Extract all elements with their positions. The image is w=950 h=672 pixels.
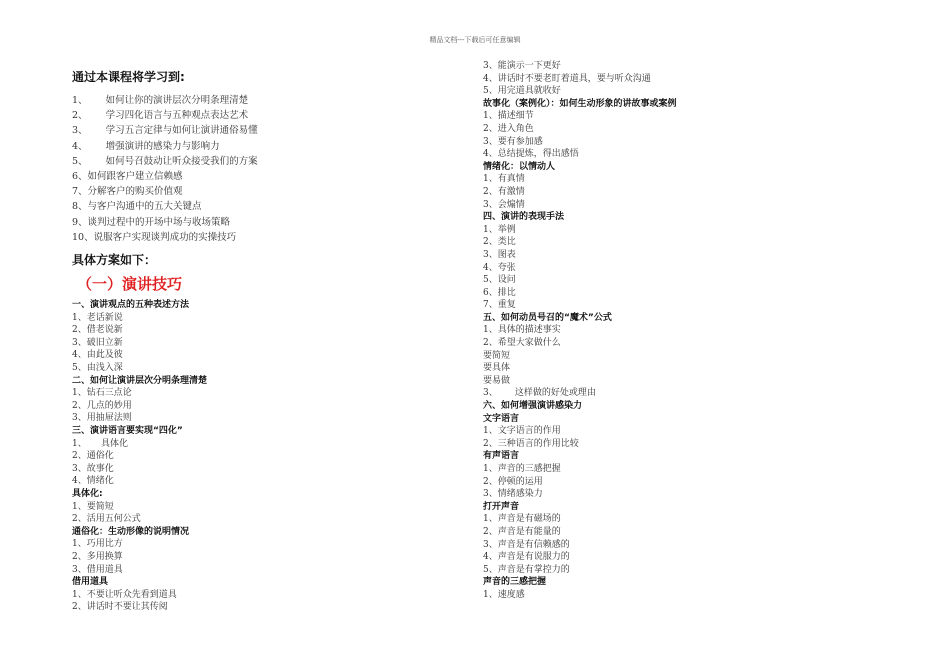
list-item: 2、声音是有能量的	[483, 526, 561, 537]
section-heading: 借用道具	[72, 577, 109, 588]
section-heading: 六、如何增强演讲感染力	[483, 401, 583, 412]
list-item: 2、讲话时不要让其传阅	[72, 602, 168, 613]
list-item: 3、破旧立新	[72, 337, 123, 348]
list-item: 5、由浅入深	[72, 363, 123, 373]
section-heading: 三、演讲语言要实现“四化”	[72, 425, 183, 436]
list-item: 3、借用道具	[72, 564, 123, 575]
list-item: 4、由此及彼	[72, 350, 123, 361]
plan-title: 具体方案如下：	[72, 253, 157, 268]
goal-item: 7、分解客户的购买价值观	[72, 186, 183, 198]
section-heading: 故事化（案例化）：如何生动形象的讲故事或案例	[483, 98, 677, 109]
list-item: 2、多用换算	[72, 551, 123, 562]
list-item: 1、钻石三点论	[72, 388, 132, 399]
list-item: 5、用完道具就收好	[483, 86, 561, 97]
list-item: 1、文字语言的作用	[483, 426, 561, 437]
section-heading: 五、如何动员号召的“魔术”公式	[483, 312, 612, 323]
list-item: 7、重复	[483, 300, 516, 311]
section-heading: 声音的三感把握	[483, 577, 547, 588]
list-item: 2、几点的妙用	[72, 400, 132, 411]
list-item: 1、要简短	[72, 501, 114, 512]
goal-item: 6、如何跟客户建立信赖感	[72, 171, 183, 183]
list-item: 1、 具体化	[72, 438, 129, 449]
section-heading: 打开声音	[483, 501, 520, 512]
list-item: 2、停顿的运用	[483, 476, 543, 487]
goal-item: 10、说服客户实现谈判成功的实操技巧	[72, 231, 237, 243]
list-item: 2、通俗化	[72, 451, 114, 462]
list-item: 1、描述细节	[483, 111, 534, 122]
list-item: 要简短	[483, 350, 511, 361]
list-item: 1、具体的描述事实	[483, 325, 561, 336]
section-heading: 文字语言	[483, 413, 520, 424]
list-item: 3、声音是有信赖感的	[483, 539, 570, 550]
list-item: 4、情绪化	[72, 476, 114, 487]
list-item: 3、 这样做的好处或理由	[483, 388, 596, 399]
list-item: 2、类比	[483, 237, 516, 248]
list-item: 3、用抽屉法则	[72, 413, 132, 424]
list-item: 1、速度感	[483, 589, 525, 600]
page-header: 精品文档---下载后可任意编辑	[429, 36, 521, 44]
list-item: 3、会煽情	[483, 199, 525, 210]
list-item: 1、巧用比方	[72, 539, 123, 550]
list-item: 1、老话新说	[72, 312, 123, 323]
list-item: 2、活用五何公式	[72, 514, 141, 525]
right-content	[483, 60, 883, 602]
list-item: 2、希望大家做什么	[483, 338, 561, 349]
left-content	[72, 299, 452, 614]
goal-item: 5、 如何号召鼓动让听众接受我们的方案	[72, 155, 258, 167]
list-item: 6、排比	[483, 287, 516, 298]
goal-item: 8、与客户沟通中的五大关键点	[72, 201, 202, 213]
right-column	[483, 60, 883, 602]
goal-item: 9、谈判过程中的开场中场与收场策略	[72, 216, 231, 228]
list-item: 2、有激情	[483, 186, 525, 197]
list-item: 3、情绪感染力	[483, 489, 543, 500]
goals-list	[72, 93, 452, 245]
list-item: 4、夸张	[483, 262, 516, 273]
list-item: 1、举例	[483, 224, 516, 235]
list-item: 4、声音是有说服力的	[483, 552, 570, 563]
list-item: 4、总结提炼，得出感悟	[483, 149, 579, 160]
list-item: 2、借老说新	[72, 325, 123, 336]
list-item: 3、图表	[483, 249, 516, 260]
section-heading: 有声语言	[483, 451, 520, 462]
section-heading: 一、演讲观点的五种表述方法	[72, 300, 190, 311]
section-heading: 四、演讲的表现手法	[483, 212, 565, 223]
section-title: （一）演讲技巧	[77, 275, 183, 294]
intro-title: 通过本课程将学习到:	[72, 70, 185, 84]
list-item: 2、三种语言的作用比较	[483, 438, 579, 449]
section-heading: 情绪化：以情动人	[483, 161, 556, 172]
left-column	[72, 68, 452, 614]
list-item: 5、设问	[483, 275, 516, 286]
list-item: 5、声音是有掌控力的	[483, 564, 570, 575]
list-item: 3、能演示一下更好	[483, 61, 561, 71]
list-item: 要具体	[483, 363, 511, 374]
goal-item: 3、 学习五言定律与如何让演讲通俗易懂	[72, 125, 258, 137]
section-heading: 通俗化：生动形像的说明情况	[72, 526, 190, 537]
list-item: 3、故事化	[72, 463, 114, 474]
goal-item: 1、 如何让你的演讲层次分明条理清楚	[72, 95, 249, 106]
list-item: 2、进入角色	[483, 123, 534, 134]
list-item: 1、声音的三感把握	[483, 464, 561, 474]
goal-item: 4、 增强演讲的感染力与影响力	[72, 140, 220, 152]
section-heading: 二、如何让演讲层次分明条理清楚	[72, 375, 208, 386]
list-item: 1、声音是有磁场的	[483, 514, 561, 525]
list-item: 3、要有参加感	[483, 136, 543, 147]
section-heading: 具体化:	[72, 488, 103, 499]
goal-item: 2、 学习四化语言与五种观点表达艺术	[72, 110, 249, 122]
list-item: 1、不要让听众先看到道具	[72, 589, 177, 600]
list-item: 要易做	[483, 375, 511, 386]
list-item: 1、有真情	[483, 174, 525, 185]
list-item: 4、讲话时不要老盯着道具，要与听众沟通	[483, 73, 651, 84]
